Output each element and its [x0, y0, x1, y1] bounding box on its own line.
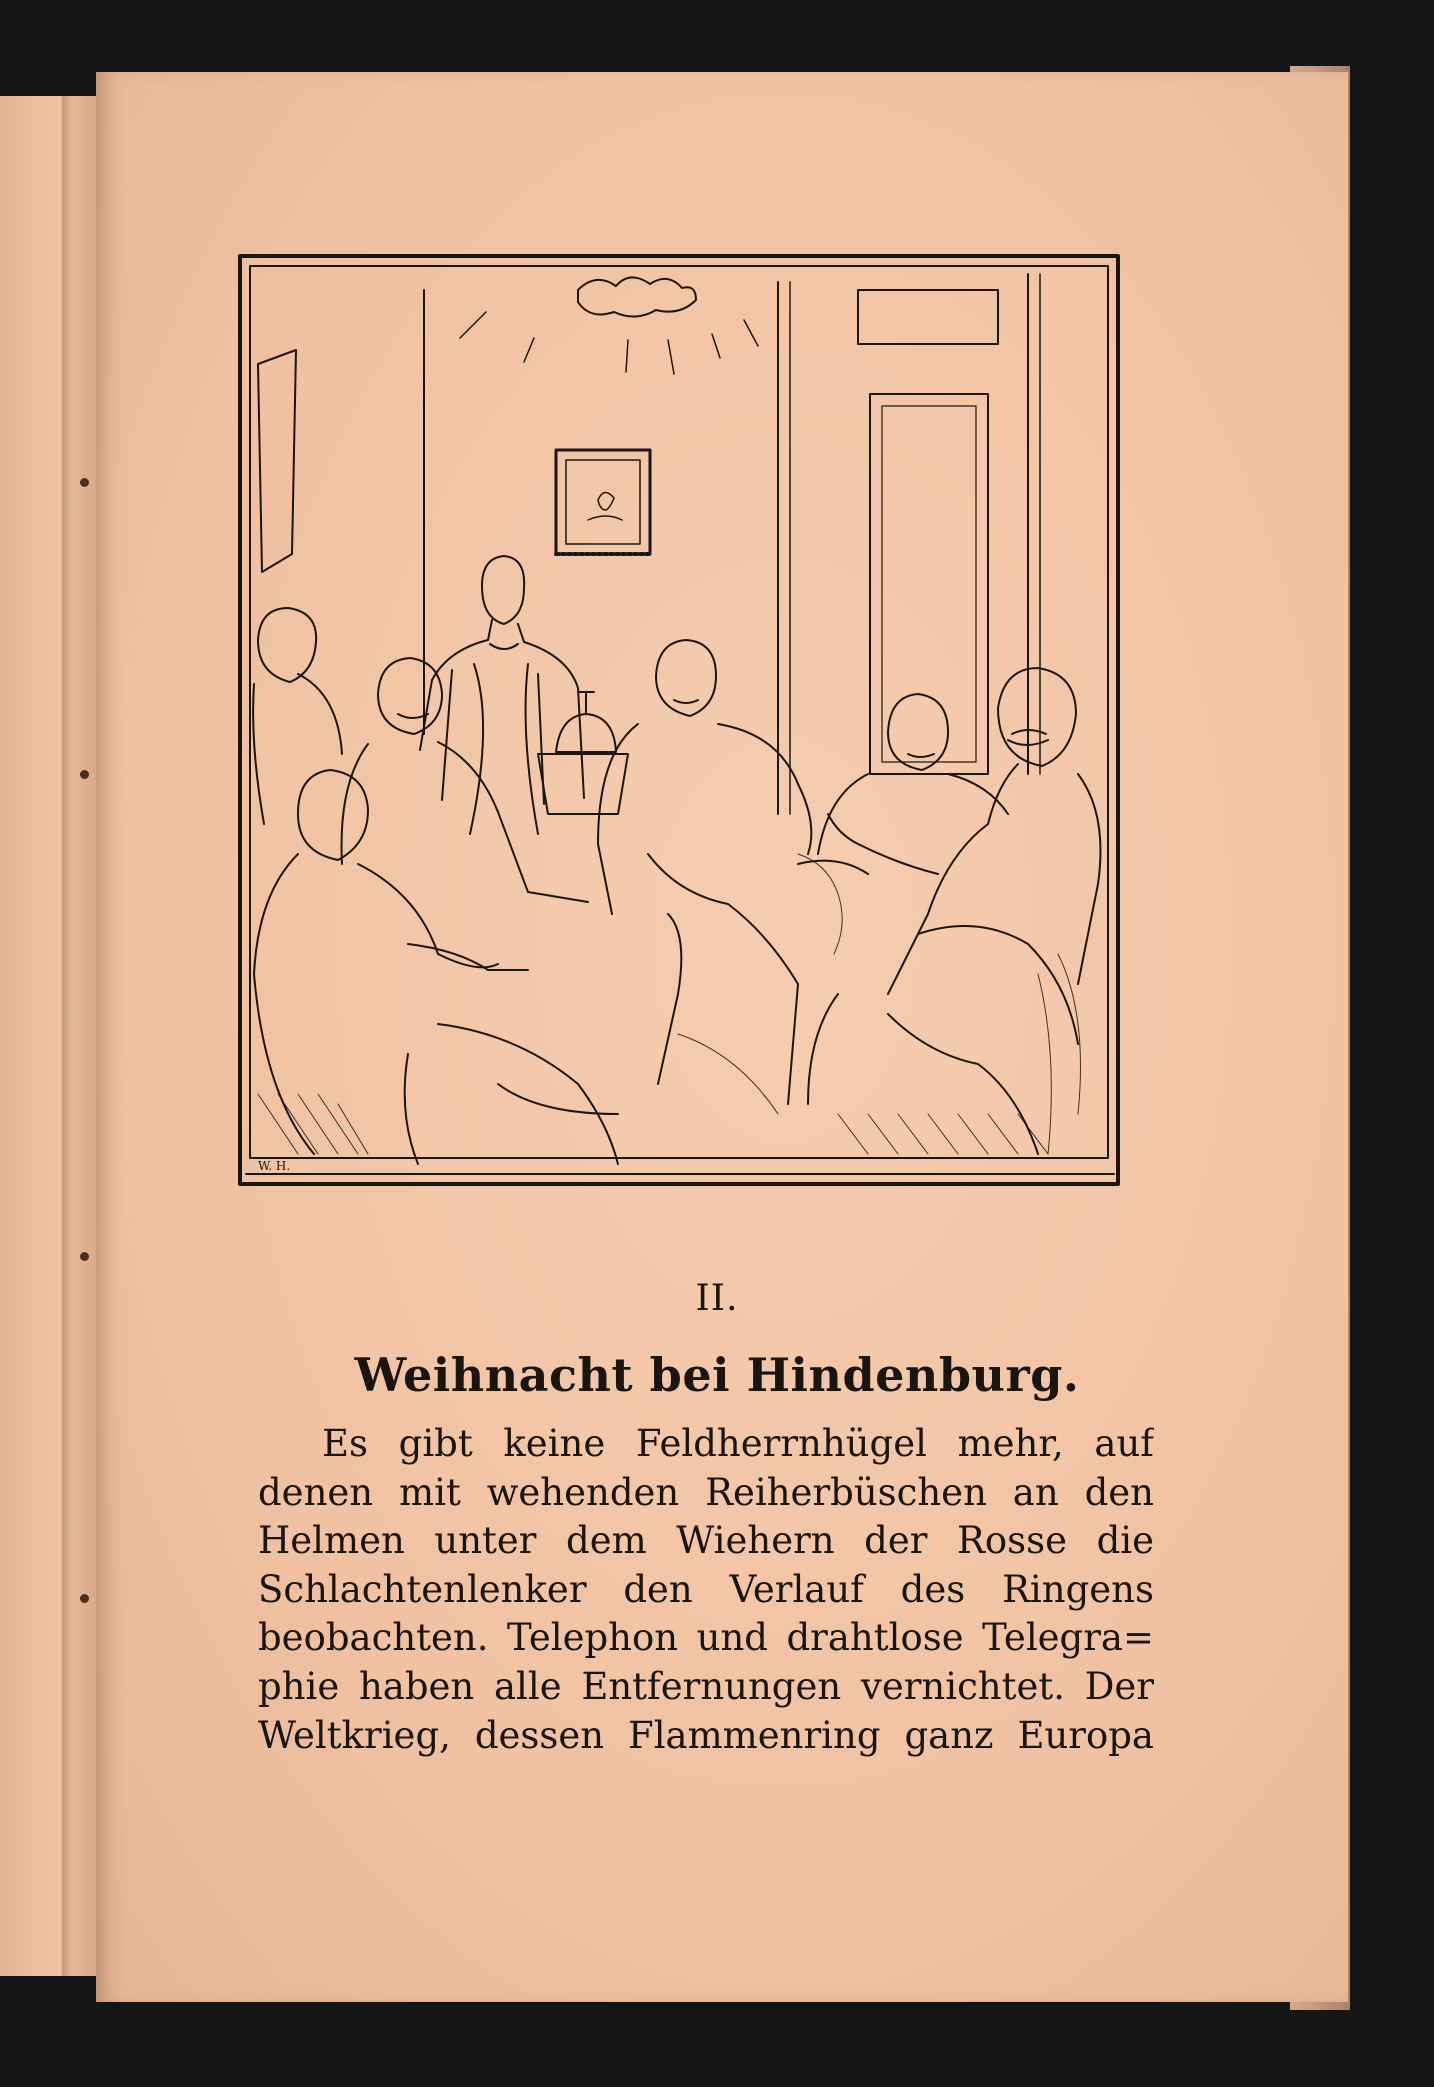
body-line: Helmen unter dem Wiehern der Rosse die [258, 1519, 1154, 1563]
standing-officer [420, 556, 584, 834]
seated-officer-left [253, 608, 342, 824]
ceiling-light [578, 277, 696, 316]
illustration-signature: W. H. [258, 1159, 291, 1173]
spiked-helmet [556, 692, 616, 752]
engraving-illustration [238, 254, 1120, 1190]
binding-stitch [80, 770, 89, 779]
binding-stitch [80, 478, 89, 487]
seated-hindenburg [808, 668, 1101, 1154]
body-line: Weltkrieg, dessen Flammenring ganz Europa [258, 1713, 1154, 1757]
illustration-frame [240, 256, 1118, 1184]
body-line: denen mit wehenden Reiherbüschen an den [258, 1470, 1154, 1514]
door-panel [870, 394, 988, 774]
body-line: Schlachtenlenker den Verlauf des Ringens [258, 1567, 1154, 1611]
seated-officer-middle [598, 640, 811, 1104]
chapter-number: II. [695, 1278, 739, 1319]
binding-stitch [80, 1594, 89, 1603]
floor-hatching [258, 854, 1081, 1154]
window-edge [258, 350, 296, 572]
body-line: Es gibt keine Feldherrnhügel mehr, auf [322, 1422, 1154, 1465]
book-gutter [62, 96, 72, 1976]
seated-officer-mustache [342, 658, 588, 902]
door-panel-top [858, 290, 998, 344]
engraving-svg [238, 254, 1120, 1190]
left-page [0, 96, 100, 1976]
binding-stitch [80, 1252, 89, 1261]
chapter-title: Weihnacht bei Hindenburg. [354, 1348, 1080, 1402]
seated-officer-foreground [254, 770, 618, 1164]
framed-portrait [556, 450, 650, 554]
body-paragraph [258, 1420, 1154, 1760]
body-line: phie haben alle Entfernungen vernichtet. Der [258, 1664, 1154, 1708]
body-line: beobachten. Telephon und drahtlose Telegra= [258, 1616, 1154, 1660]
